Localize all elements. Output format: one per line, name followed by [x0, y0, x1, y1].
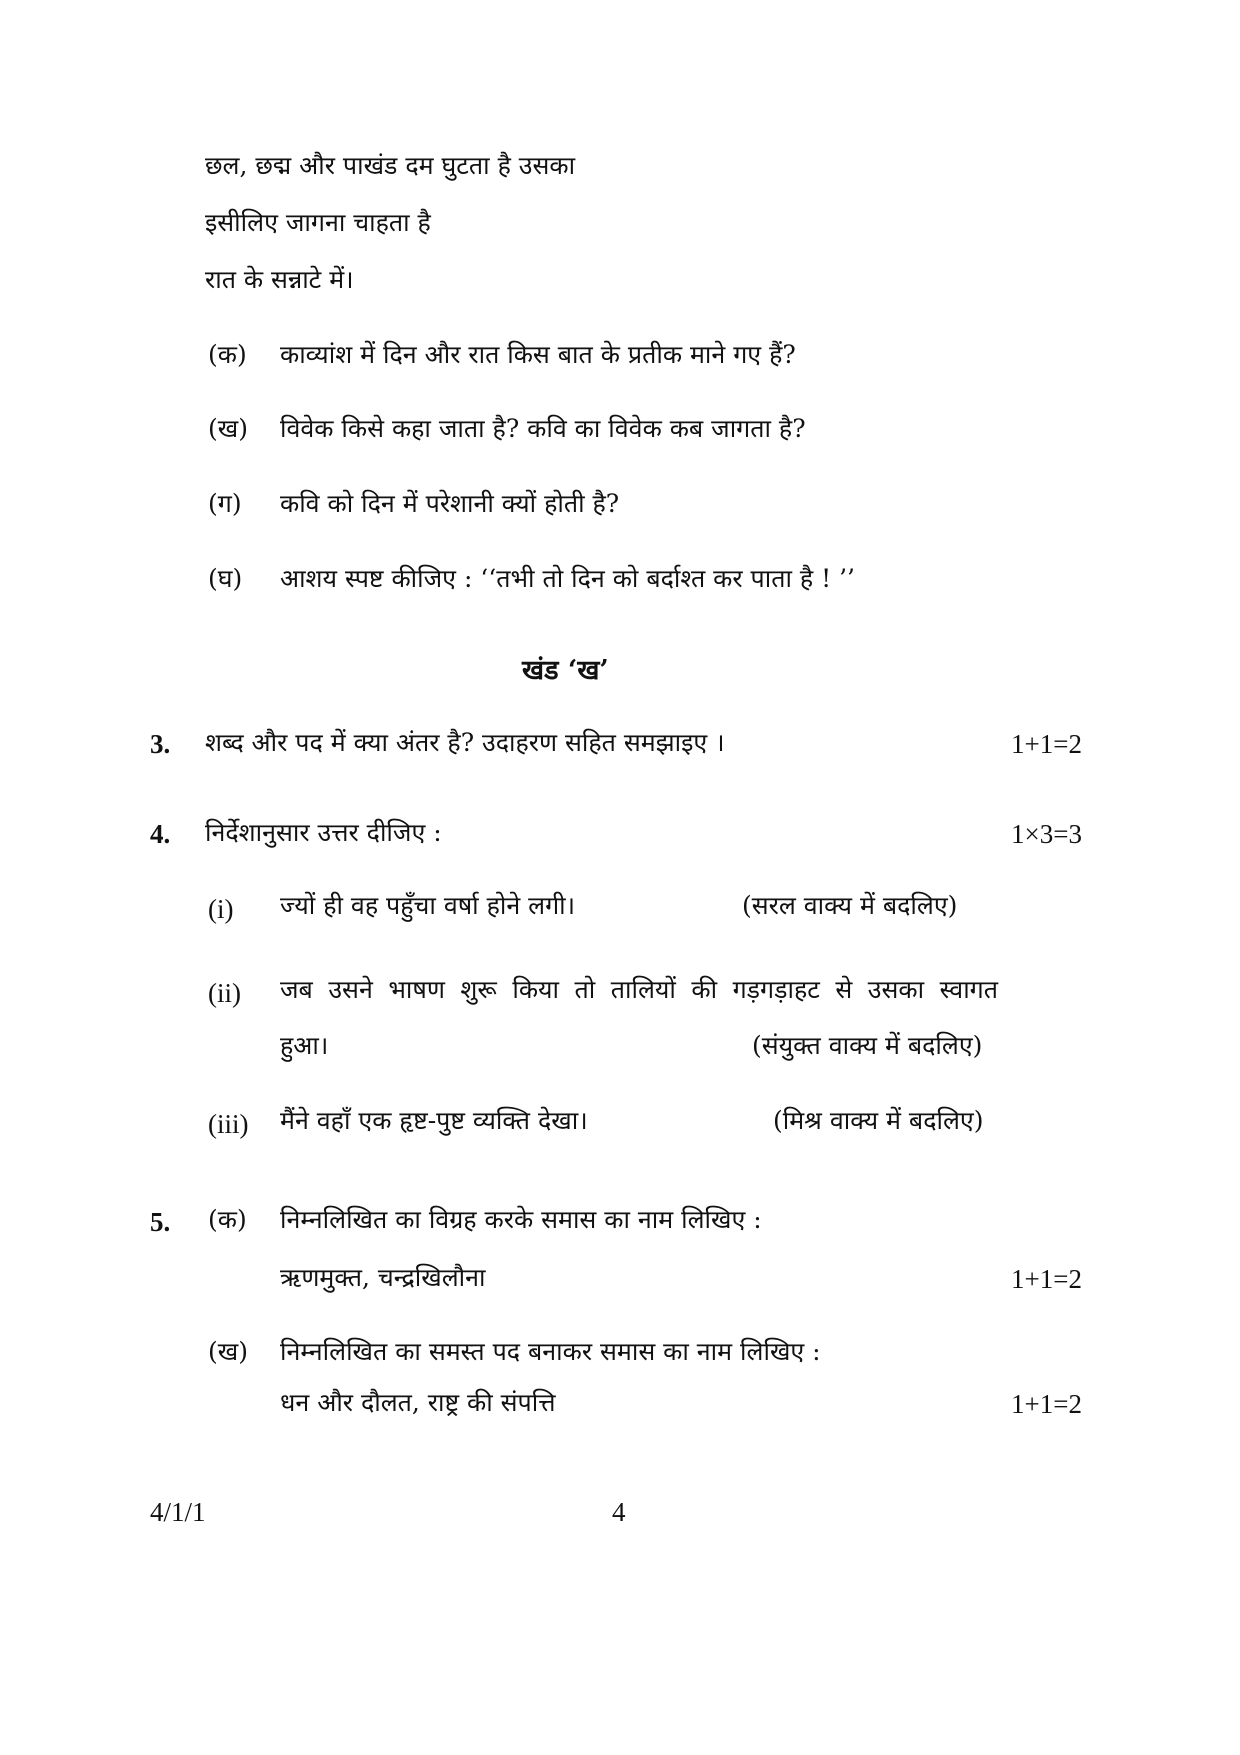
q4-text: निर्देशानुसार उत्तर दीजिए :: [205, 818, 442, 847]
q5-part-kha-label: (ख): [208, 1337, 248, 1366]
q4-item-iii-instruction: (मिश्र वाक्य में बदलिए): [773, 1106, 984, 1135]
q2-part-ka-label: (क): [208, 340, 247, 369]
q5-part-ka-label: (क): [208, 1205, 247, 1234]
poem-line-2: इसीलिए जागना चाहता है: [205, 208, 431, 237]
q4-item-iii-label: (iii): [208, 1109, 249, 1139]
q2-part-kha-label: (ख): [208, 414, 248, 443]
q2-part-ga-text: कवि को दिन में परेशानी क्यों होती है?: [280, 489, 620, 518]
q4-item-i-instruction: (सरल वाक्य में बदलिए): [742, 891, 958, 920]
q2-part-gha-label: (घ): [208, 564, 243, 593]
q5-part-ka-text: निम्नलिखित का विग्रह करके समास का नाम लिखिए :: [280, 1205, 762, 1234]
q3-marks: 1+1=2: [1011, 729, 1082, 759]
q5-part-kha-text: निम्नलिखित का समस्त पद बनाकर समास का नाम लिखिए :: [280, 1337, 821, 1366]
q3-number: 3.: [150, 729, 171, 759]
footer-code: 4/1/1: [150, 1497, 206, 1527]
q2-part-ga-label: (ग): [208, 489, 242, 518]
q5-part-kha-words: धन और दौलत, राष्ट्र की संपत्ति: [280, 1388, 556, 1417]
page-number: 4: [612, 1497, 626, 1527]
q4-item-ii-label: (ii): [208, 978, 241, 1008]
q5-part-ka-words: ऋणमुक्त, चन्द्रखिलौना: [280, 1263, 486, 1292]
q2-part-ka-text: काव्यांश में दिन और रात किस बात के प्रतीक माने गए हैं?: [280, 340, 796, 369]
poem-line-1: छल, छद्म और पाखंड दम घुटता है उसका: [205, 151, 576, 180]
q4-marks: 1×3=3: [1011, 819, 1082, 849]
q4-item-i-text: ज्यों ही वह पहुँचा वर्षा होने लगी।: [280, 891, 576, 920]
q2-part-kha-text: विवेक किसे कहा जाता है? कवि का विवेक कब जागता है?: [280, 414, 806, 443]
q5-part-kha-marks: 1+1=2: [1011, 1389, 1082, 1419]
q4-number: 4.: [150, 819, 171, 849]
q4-item-iii-text: मैंने वहाँ एक हृष्ट-पुष्ट व्यक्ति देखा।: [280, 1106, 588, 1135]
q5-part-ka-marks: 1+1=2: [1011, 1264, 1082, 1294]
q4-item-ii-instruction: (संयुक्त वाक्य में बदलिए): [752, 1031, 983, 1060]
section-heading: खंड ‘ख’: [522, 655, 609, 686]
q3-text: शब्द और पद में क्या अंतर है? उदाहरण सहित समझाइए ।: [205, 728, 725, 757]
q2-part-gha-text: आशय स्पष्ट कीजिए : ‘‘तभी तो दिन को बर्दाश्त कर पाता है ! ’’: [280, 564, 855, 593]
q5-number: 5.: [150, 1207, 171, 1237]
q4-item-ii-text-line2: हुआ।: [280, 1031, 329, 1060]
q4-item-ii-text-line1: जब उसने भाषण शुरू किया तो तालियों की गड़गड़ाहट से उसका स्वागत: [280, 975, 998, 1004]
q4-item-i-label: (i): [208, 894, 234, 924]
poem-line-3: रात के सन्नाटे में।: [205, 265, 354, 294]
